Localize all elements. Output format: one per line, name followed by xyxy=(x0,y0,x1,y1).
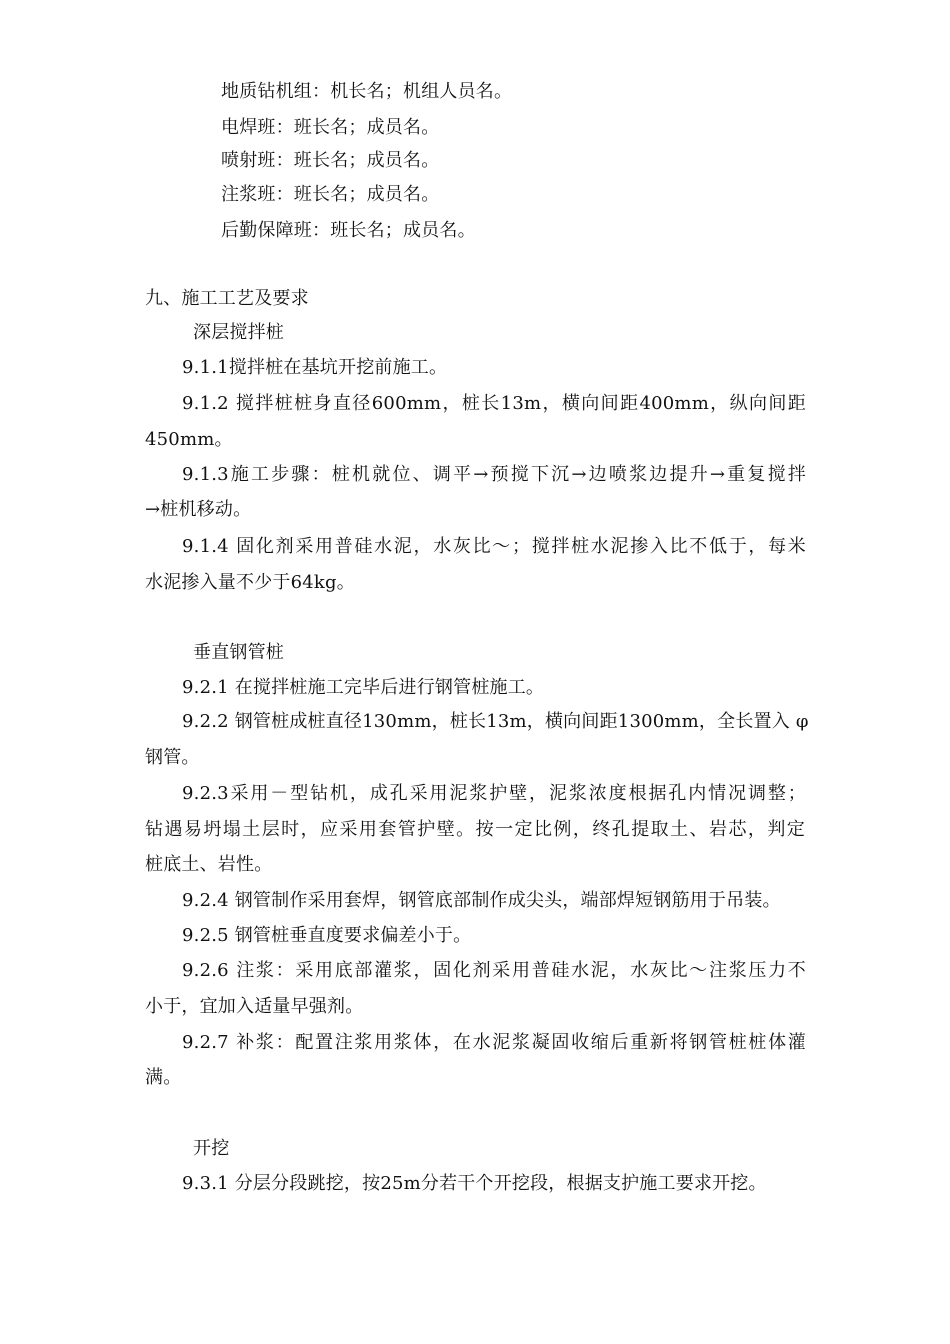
crew-line-spraying: 喷射班：班长名；成员名。 xyxy=(221,150,440,171)
paragraph-9-1-3-cont: →桩机移动。 xyxy=(145,499,252,520)
paragraph-9-1-1: 9.1.1搅拌桩在基坑开挖前施工。 xyxy=(182,357,448,378)
paragraph-9-2-7: 9.2.7 补浆：配置注浆用浆体，在水泥浆凝固收缩后重新将钢管桩桩体灌 xyxy=(182,1032,806,1053)
paragraph-9-1-4: 9.1.4 固化剂采用普硅水泥，水灰比～；搅拌桩水泥掺入比不低于，每米 xyxy=(182,536,806,557)
subsection-title-mixing-pile: 深层搅拌桩 xyxy=(193,322,284,343)
paragraph-9-1-3: 9.1.3施工步骤：桩机就位、调平→预搅下沉→边喷浆边提升→重复搅拌 xyxy=(182,464,806,485)
paragraph-9-2-5: 9.2.5 钢管桩垂直度要求偏差小于。 xyxy=(182,925,472,946)
paragraph-9-2-7-cont: 满。 xyxy=(145,1067,182,1088)
paragraph-9-2-3: 9.2.3采用－型钻机，成孔采用泥浆护壁，泥浆浓度根据孔内情况调整； xyxy=(182,783,806,804)
paragraph-9-2-2: 9.2.2 钢管桩成桩直径130mm，桩长13m，横向间距1300mm，全长置入 φ xyxy=(182,711,809,732)
crew-line-drilling: 地质钻机组：机长名；机组人员名。 xyxy=(221,81,513,102)
crew-line-grouting: 注浆班：班长名；成员名。 xyxy=(221,184,440,205)
paragraph-9-1-2: 9.1.2 搅拌桩桩身直径600mm，桩长13m，横向间距400mm，纵向间距 xyxy=(182,393,806,414)
paragraph-9-2-4: 9.2.4 钢管制作采用套焊，钢管底部制作成尖头，端部焊短钢筋用于吊装。 xyxy=(182,890,781,911)
paragraph-9-3-1: 9.3.1 分层分段跳挖，按25m分若干个开挖段，根据支护施工要求开挖。 xyxy=(182,1173,767,1194)
paragraph-9-2-1: 9.2.1 在搅拌桩施工完毕后进行钢管桩施工。 xyxy=(182,677,545,698)
section-title: 九、施工工艺及要求 xyxy=(145,288,309,309)
paragraph-9-2-6-cont: 小于，宜加入适量早强剂。 xyxy=(145,996,364,1017)
paragraph-9-1-2-cont: 450mm。 xyxy=(145,429,233,450)
paragraph-9-2-3-end: 桩底土、岩性。 xyxy=(145,854,273,875)
crew-line-welding: 电焊班：班长名；成员名。 xyxy=(221,117,440,138)
subsection-title-steel-pipe-pile: 垂直钢管桩 xyxy=(193,642,284,663)
paragraph-9-1-4-cont: 水泥掺入量不少于64kg。 xyxy=(145,572,355,593)
subsection-title-excavation: 开挖 xyxy=(193,1138,230,1159)
paragraph-9-2-3-cont: 钻遇易坍塌土层时，应采用套管护壁。按一定比例，终孔提取土、岩芯，判定 xyxy=(145,819,805,840)
paragraph-9-2-6: 9.2.6 注浆：采用底部灌浆，固化剂采用普硅水泥，水灰比～注浆压力不 xyxy=(182,960,806,981)
paragraph-9-2-2-cont: 钢管。 xyxy=(145,747,200,768)
crew-line-logistics: 后勤保障班：班长名；成员名。 xyxy=(221,220,476,241)
